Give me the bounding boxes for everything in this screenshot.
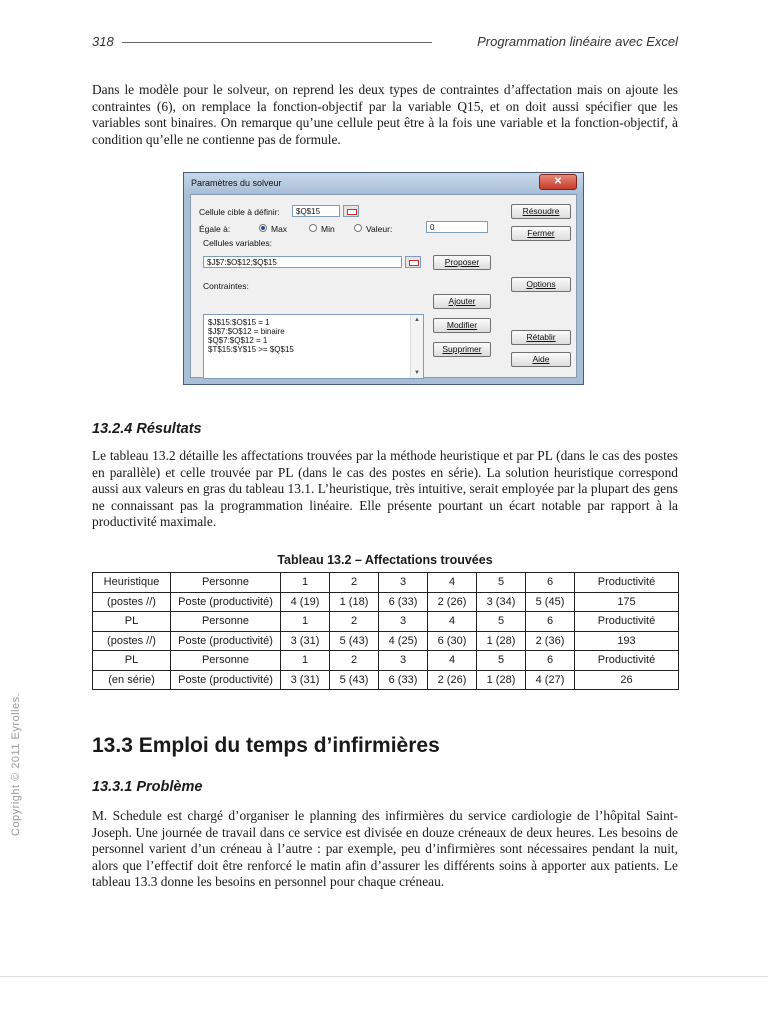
min-radio[interactable] <box>309 224 317 232</box>
constraints-list[interactable] <box>203 314 424 379</box>
table-cell: 2 <box>330 573 379 593</box>
running-header <box>92 34 678 52</box>
constraint-item[interactable]: $Q$7:$Q$12 = 1 <box>208 336 268 345</box>
close-button[interactable]: Fermer <box>511 226 571 241</box>
table-cell: 1 <box>281 612 330 632</box>
dialog-titlebar <box>184 173 583 193</box>
table-cell: 4 (27) <box>526 670 575 690</box>
table-cell: 2 (26) <box>428 592 477 612</box>
table-caption: Tableau 13.2 – Affectations trouvées <box>277 553 493 567</box>
table-cell: 3 <box>379 612 428 632</box>
table-cell: 2 <box>330 651 379 671</box>
table-cell: 3 (31) <box>281 631 330 651</box>
table-cell: (postes //) <box>93 592 171 612</box>
table-row <box>93 631 679 651</box>
table-cell: 6 <box>526 573 575 593</box>
constraint-item[interactable]: $J$7:$O$12 = binaire <box>208 327 285 336</box>
table-cell: Productivité <box>575 573 679 593</box>
table-cell: 175 <box>575 592 679 612</box>
table-cell: 1 <box>281 573 330 593</box>
table-cell: 2 (26) <box>428 670 477 690</box>
delete-button[interactable]: Supprimer <box>433 342 491 357</box>
table-cell: 2 <box>330 612 379 632</box>
dialog-title: Paramètres du solveur <box>191 178 282 188</box>
table-cell: 193 <box>575 631 679 651</box>
value-input[interactable]: 0 <box>426 221 488 233</box>
table-cell: Poste (productivité) <box>171 592 281 612</box>
scroll-up-icon[interactable]: ▲ <box>414 317 420 323</box>
solve-button[interactable]: Résoudre <box>511 204 571 219</box>
variable-cells-label: Cellules variables: <box>203 238 272 248</box>
constraint-item[interactable]: $J$15:$O$15 = 1 <box>208 318 270 327</box>
scroll-down-icon[interactable]: ▼ <box>414 370 420 376</box>
options-button[interactable]: Options <box>511 277 571 292</box>
table-cell: Personne <box>171 573 281 593</box>
intro-paragraph: Dans le modèle pour le solveur, on reprend les deux types de contraintes d’affectation mais on ajoute les contraintes (6), on remplace la fonction-objectif par la variable Q15, et on doit aussi spécifier que les variables sont binaires. On remarque qu’une cellule peut être à la fois une variable et la fonction-objectif, à condition qu’elle ne contienne pas de formule. <box>92 82 678 147</box>
table-cell: PL <box>93 612 171 632</box>
table-cell: 6 (33) <box>379 670 428 690</box>
table-cell: 1 <box>281 651 330 671</box>
page-number: 318 <box>92 34 114 49</box>
table-cell: 5 <box>477 573 526 593</box>
table-cell: Personne <box>171 612 281 632</box>
table-cell: 6 (33) <box>379 592 428 612</box>
results-table <box>92 572 679 690</box>
table-cell: 1 (18) <box>330 592 379 612</box>
table-cell: 3 <box>379 573 428 593</box>
table-cell: Heuristique <box>93 573 171 593</box>
bottom-rule <box>0 976 768 977</box>
table-row <box>93 651 679 671</box>
table-cell: Personne <box>171 651 281 671</box>
value-radio[interactable] <box>354 224 362 232</box>
table-row <box>93 670 679 690</box>
solver-dialog <box>183 172 584 385</box>
table-cell: Productivité <box>575 651 679 671</box>
table-cell: 6 <box>526 651 575 671</box>
section-13-2-4-title: 13.2.4 Résultats <box>92 421 202 437</box>
table-row <box>93 573 679 593</box>
constraint-item[interactable]: $T$15:$Y$15 >= $Q$15 <box>208 345 294 354</box>
table-cell: Poste (productivité) <box>171 631 281 651</box>
table-cell: PL <box>93 651 171 671</box>
table-cell: 6 (30) <box>428 631 477 651</box>
section-13-3-title: 13.3 Emploi du temps d’infirmières <box>92 734 440 757</box>
target-cell-input[interactable]: $Q$15 <box>292 205 340 217</box>
table-cell: 5 <box>477 651 526 671</box>
modify-button[interactable]: Modifier <box>433 318 491 333</box>
max-radio[interactable] <box>259 224 267 232</box>
table-cell: 4 <box>428 573 477 593</box>
table-cell: 5 <box>477 612 526 632</box>
table-cell: 1 (28) <box>477 670 526 690</box>
reset-button[interactable]: Rétablir <box>511 330 571 345</box>
variable-cells-ref-icon[interactable] <box>405 256 421 268</box>
variable-cells-input[interactable]: $J$7:$O$12;$Q$15 <box>203 256 402 268</box>
table-cell: 4 (25) <box>379 631 428 651</box>
constraints-label: Contraintes: <box>203 281 249 291</box>
table-cell: 5 (43) <box>330 670 379 690</box>
table-cell: Poste (productivité) <box>171 670 281 690</box>
problem-paragraph: M. Schedule est chargé d’organiser le planning des infirmières du service cardiologie de l’hôpital Saint-Joseph. Une journée de travail dans ce service est divisée en douze créneaux de deux heures. Les besoins de personnel varient d’un créneau à l’autre : par exemple, peu d’infirmières sont nécessaires pendant la nuit, alors que l’effectif doit être renforcé le matin afin d’assurer les différents soins à apporter aux patients. Le tableau 13.3 donne les besoins en personnel pour chaque créneau. <box>92 808 678 890</box>
constraints-scrollbar[interactable] <box>410 315 423 378</box>
table-cell: 3 (31) <box>281 670 330 690</box>
add-button[interactable]: Ajouter <box>433 294 491 309</box>
table-cell: 4 <box>428 651 477 671</box>
table-cell: 5 (45) <box>526 592 575 612</box>
table-cell: 5 (43) <box>330 631 379 651</box>
table-cell: 1 (28) <box>477 631 526 651</box>
running-title: Programmation linéaire avec Excel <box>477 34 678 49</box>
table-cell: Productivité <box>575 612 679 632</box>
table-cell: (en série) <box>93 670 171 690</box>
table-cell: 2 (36) <box>526 631 575 651</box>
table-cell: 26 <box>575 670 679 690</box>
table-cell: 3 (34) <box>477 592 526 612</box>
propose-button[interactable]: Proposer <box>433 255 491 270</box>
equal-to-label: Égale à: <box>199 224 231 234</box>
results-paragraph: Le tableau 13.2 détaille les affectations trouvées par la méthode heuristique et par PL (dans le cas des postes en parallèle) et celle trouvée par PL (dans le cas des postes en série). La solution heuristique correspond aussi aux valeurs en gras du tableau 13.1. L’heuristique, très intuitive, serait employée par la plupart des gens ne connaissant pas la programmation linéaire. Elle présente pourtant un écart notable par rapport à la productivité maximale. <box>92 448 678 530</box>
table-cell: 3 <box>379 651 428 671</box>
table-row <box>93 612 679 632</box>
target-cell-ref-icon[interactable] <box>343 205 359 217</box>
value-label: Valeur: <box>366 224 393 234</box>
table-cell: (postes //) <box>93 631 171 651</box>
table-cell: 4 <box>428 612 477 632</box>
dialog-body <box>190 194 577 378</box>
table-cell: 6 <box>526 612 575 632</box>
table-cell: 4 (19) <box>281 592 330 612</box>
header-rule <box>122 42 432 43</box>
target-cell-label: Cellule cible à définir: <box>199 207 280 217</box>
help-button[interactable]: Aide <box>511 352 571 367</box>
table-row <box>93 592 679 612</box>
section-13-3-1-title: 13.3.1 Problème <box>92 779 203 795</box>
close-icon[interactable]: ✕ <box>539 174 577 190</box>
min-label: Min <box>321 224 335 234</box>
max-label: Max <box>271 224 288 234</box>
copyright-notice: Copyright © 2011 Eyrolles. <box>10 692 22 836</box>
